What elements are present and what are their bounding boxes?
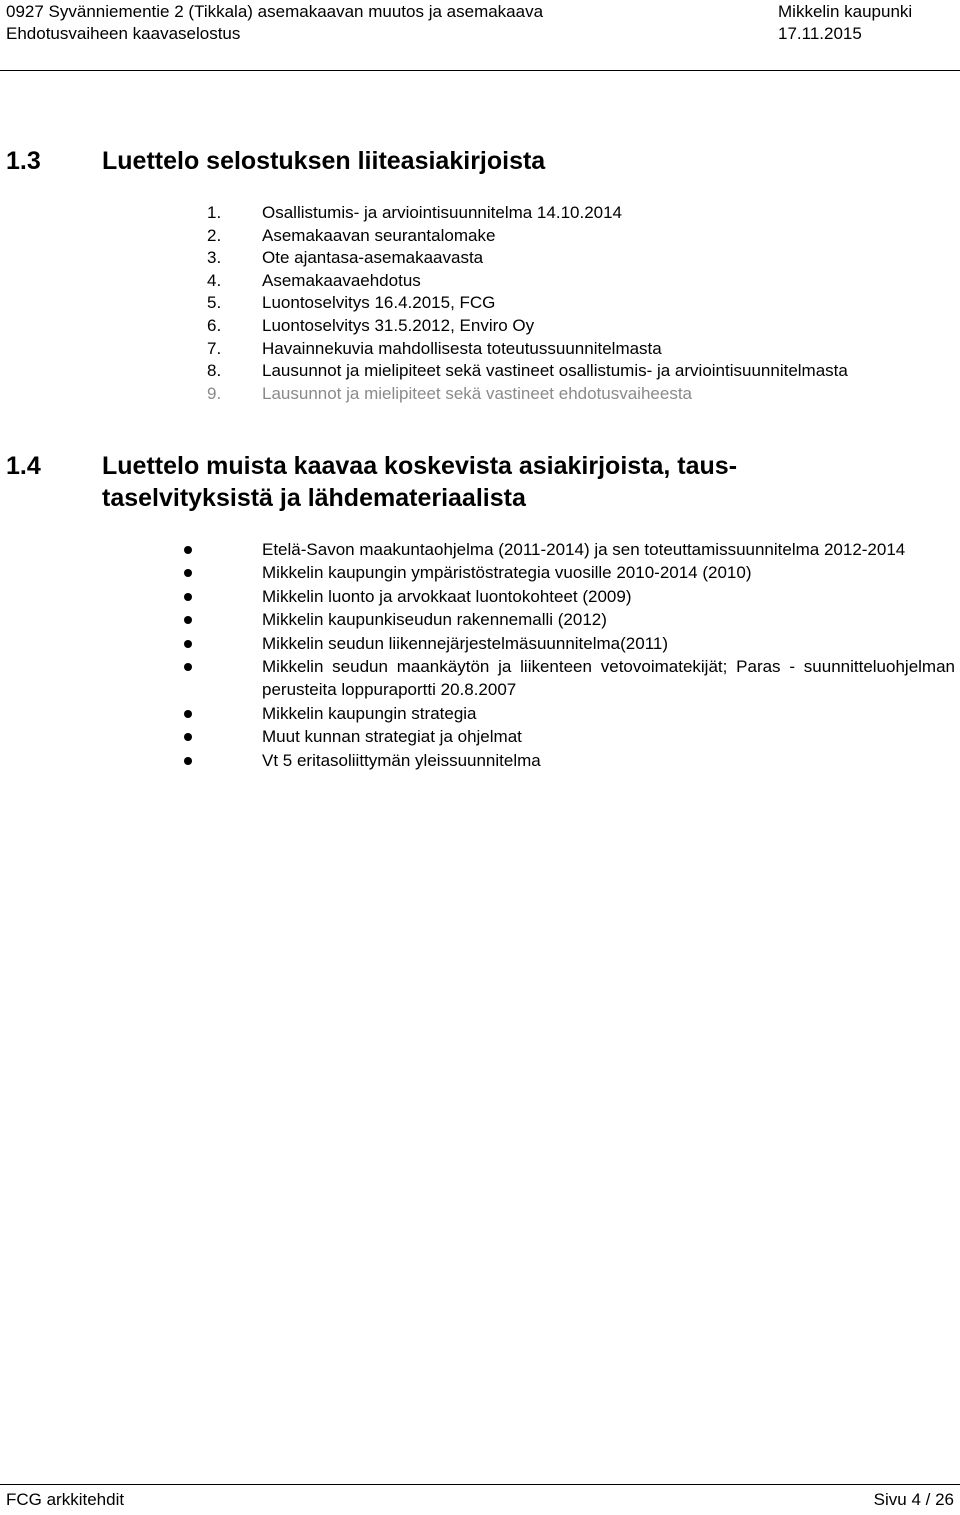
bullet-icon bbox=[184, 710, 192, 718]
attachment-list bbox=[207, 202, 848, 405]
bullet-icon bbox=[184, 569, 192, 577]
bullet-icon bbox=[184, 663, 192, 671]
bullet-icon bbox=[184, 593, 192, 601]
bullet-icon bbox=[184, 616, 192, 624]
section-title-line2: taselvityksistä ja lähdemateriaalista bbox=[102, 484, 526, 512]
item-text: Lausunnot ja mielipiteet sekä vastineet osallistumis- ja arviointisuunnitelmasta bbox=[262, 361, 848, 381]
item-text: Mikkelin kaupungin ympäristöstrategia vuosille 2010-2014 (2010) bbox=[262, 563, 752, 583]
header-right bbox=[778, 1, 912, 45]
section-number: 1.4 bbox=[6, 452, 41, 480]
item-text: Mikkelin luonto ja arvokkaat luontokohteet (2009) bbox=[262, 586, 632, 606]
document-date: 17.11.2015 bbox=[778, 24, 862, 43]
item-number: 3. bbox=[207, 248, 222, 268]
document-title: 0927 Syvänniementie 2 (Tikkala) asemakaavan muutos ja asemakaava bbox=[6, 2, 544, 21]
list-item bbox=[207, 270, 848, 293]
list-item bbox=[207, 360, 848, 383]
item-text: Etelä-Savon maakuntaohjelma (2011-2014) ja sen toteuttamissuunnitelma 2012-2014 bbox=[262, 540, 906, 559]
bullet-icon bbox=[184, 640, 192, 648]
page-number: Sivu 4 / 26 bbox=[873, 1490, 954, 1509]
company-name: FCG arkkitehdit bbox=[6, 1490, 125, 1509]
list-item bbox=[207, 292, 848, 315]
list-item bbox=[207, 315, 848, 338]
list-item bbox=[207, 247, 848, 270]
page-header bbox=[0, 0, 960, 71]
item-text: Lausunnot ja mielipiteet sekä vastineet ehdotusvaiheesta bbox=[262, 383, 693, 403]
bullet-icon bbox=[184, 546, 192, 554]
list-item bbox=[181, 608, 955, 631]
item-text: Havainnekuvia mahdollisesta toteutussuunnitelmasta bbox=[262, 338, 662, 358]
item-number: 8. bbox=[207, 361, 222, 381]
document-subtitle: Ehdotusvaiheen kaavaselostus bbox=[6, 24, 241, 43]
bullet-icon bbox=[184, 757, 192, 765]
item-text: Ote ajantasa-asemakaavasta bbox=[262, 248, 484, 268]
item-text: Mikkelin kaupunkiseudun rakennemalli (2012) bbox=[262, 610, 607, 630]
list-item bbox=[207, 225, 848, 248]
item-text: Muut kunnan strategiat ja ohjelmat bbox=[262, 727, 522, 747]
list-item bbox=[181, 749, 955, 772]
list-item bbox=[181, 585, 955, 608]
list-item bbox=[181, 725, 955, 748]
item-text: Asemakaavan seurantalomake bbox=[262, 225, 496, 245]
item-text: Asemakaavaehdotus bbox=[262, 270, 421, 290]
reference-list bbox=[181, 538, 955, 772]
section-title: Luettelo selostuksen liiteasiakirjoista bbox=[102, 147, 546, 175]
list-item bbox=[181, 632, 955, 655]
list-item bbox=[207, 383, 848, 406]
item-number: 9. bbox=[207, 383, 222, 403]
item-text: Osallistumis- ja arviointisuunnitelma 14.10.2014 bbox=[262, 203, 623, 222]
item-text: Luontoselvitys 16.4.2015, FCG bbox=[262, 293, 496, 313]
item-text: Mikkelin seudun maankäytön ja liikenteen vetovoimatekijät; Paras - suunnitteluohjelman perusteita loppuraportti 20.8.2007 bbox=[262, 657, 955, 700]
item-number: 4. bbox=[207, 270, 222, 290]
item-number: 2. bbox=[207, 225, 222, 245]
header-left bbox=[6, 1, 543, 45]
bullet-icon bbox=[184, 733, 192, 741]
section-title-line1: Luettelo muista kaavaa koskevista asiakirjoista, taus- bbox=[102, 452, 738, 480]
list-item bbox=[181, 655, 955, 702]
item-number: 7. bbox=[207, 338, 222, 358]
item-number: 6. bbox=[207, 315, 222, 335]
item-number: 1. bbox=[207, 203, 222, 222]
list-item bbox=[181, 538, 955, 561]
list-item bbox=[207, 338, 848, 361]
organization-name: Mikkelin kaupunki bbox=[778, 2, 913, 21]
page-footer bbox=[0, 1484, 960, 1515]
item-text: Mikkelin seudun liikennejärjestelmäsuunnitelma(2011) bbox=[262, 633, 669, 653]
list-item bbox=[181, 561, 955, 584]
item-text: Mikkelin kaupungin strategia bbox=[262, 703, 477, 723]
list-item bbox=[207, 202, 848, 225]
item-text: Luontoselvitys 31.5.2012, Enviro Oy bbox=[262, 315, 535, 335]
item-text: Vt 5 eritasoliittymän yleissuunnitelma bbox=[262, 750, 541, 770]
section-number: 1.3 bbox=[6, 147, 41, 175]
item-number: 5. bbox=[207, 293, 222, 313]
list-item bbox=[181, 702, 955, 725]
